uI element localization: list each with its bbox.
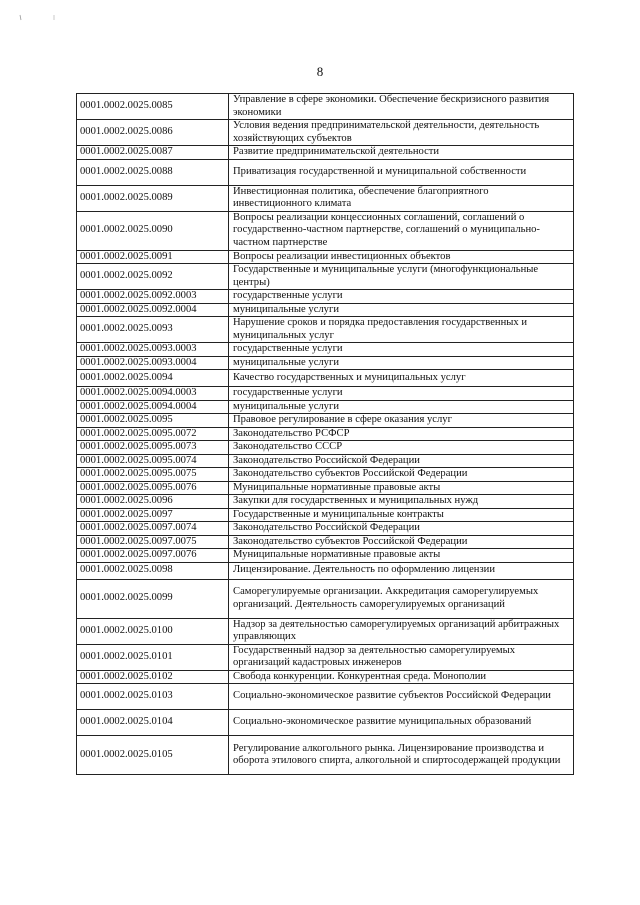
table-row bbox=[77, 290, 574, 304]
table-row bbox=[77, 670, 574, 684]
row-description: государственные услуги bbox=[229, 387, 574, 401]
row-code: 0001.0002.0025.0092 bbox=[77, 264, 229, 290]
table-row bbox=[77, 387, 574, 401]
row-code: 0001.0002.0025.0100 bbox=[77, 618, 229, 644]
row-code: 0001.0002.0025.0097.0074 bbox=[77, 522, 229, 536]
table-row bbox=[77, 146, 574, 160]
row-code: 0001.0002.0025.0101 bbox=[77, 644, 229, 670]
row-code: 0001.0002.0025.0097.0075 bbox=[77, 535, 229, 549]
row-code: 0001.0002.0025.0087 bbox=[77, 146, 229, 160]
classifier-table-body bbox=[77, 94, 574, 775]
row-description: Муниципальные нормативные правовые акты bbox=[229, 549, 574, 563]
row-description: Условия ведения предпринимательской деятельности, деятельность хозяйствующих субъектов bbox=[229, 120, 574, 146]
row-code: 0001.0002.0025.0093 bbox=[77, 317, 229, 343]
table-row bbox=[77, 159, 574, 185]
row-description: Законодательство РСФСР bbox=[229, 427, 574, 441]
row-description: муниципальные услуги bbox=[229, 303, 574, 317]
table-row bbox=[77, 684, 574, 710]
row-description: Социально-экономическое развитие субъектов Российской Федерации bbox=[229, 684, 574, 710]
row-description: Управление в сфере экономики. Обеспечение бескризисного развития экономики bbox=[229, 94, 574, 120]
row-description: Законодательство субъектов Российской Федерации bbox=[229, 535, 574, 549]
row-description: Инвестиционная политика, обеспечение благоприятного инвестиционного климата bbox=[229, 185, 574, 211]
row-description: Лицензирование. Деятельность по оформлению лицензии bbox=[229, 562, 574, 579]
row-description: Государственные и муниципальные контракты bbox=[229, 508, 574, 522]
row-description: Правовое регулирование в сфере оказания услуг bbox=[229, 414, 574, 428]
table-row bbox=[77, 710, 574, 736]
table-row bbox=[77, 562, 574, 579]
row-description: Саморегулируемые организации. Аккредитация саморегулируемых организаций. Деятельность саморегулируемых организаций bbox=[229, 579, 574, 618]
scan-mark bbox=[18, 14, 58, 22]
row-code: 0001.0002.0025.0091 bbox=[77, 250, 229, 264]
row-code: 0001.0002.0025.0093.0004 bbox=[77, 356, 229, 370]
table-row bbox=[77, 535, 574, 549]
row-code: 0001.0002.0025.0086 bbox=[77, 120, 229, 146]
row-description: муниципальные услуги bbox=[229, 400, 574, 414]
row-description: Приватизация государственной и муниципальной собственности bbox=[229, 159, 574, 185]
row-description: Законодательство СССР bbox=[229, 441, 574, 455]
row-description: Законодательство Российской Федерации bbox=[229, 522, 574, 536]
row-code: 0001.0002.0025.0095.0074 bbox=[77, 454, 229, 468]
row-code: 0001.0002.0025.0094.0003 bbox=[77, 387, 229, 401]
row-code: 0001.0002.0025.0088 bbox=[77, 159, 229, 185]
row-description: Государственный надзор за деятельностью саморегулируемых организаций кадастровых инженеров bbox=[229, 644, 574, 670]
row-code: 0001.0002.0025.0103 bbox=[77, 684, 229, 710]
row-code: 0001.0002.0025.0094 bbox=[77, 370, 229, 387]
table-row bbox=[77, 303, 574, 317]
row-description: Законодательство Российской Федерации bbox=[229, 454, 574, 468]
table-row bbox=[77, 370, 574, 387]
table-row bbox=[77, 185, 574, 211]
row-code: 0001.0002.0025.0105 bbox=[77, 736, 229, 775]
row-code: 0001.0002.0025.0092.0004 bbox=[77, 303, 229, 317]
row-code: 0001.0002.0025.0089 bbox=[77, 185, 229, 211]
row-code: 0001.0002.0025.0095.0075 bbox=[77, 468, 229, 482]
table-row bbox=[77, 400, 574, 414]
table-row bbox=[77, 343, 574, 357]
table-row bbox=[77, 250, 574, 264]
table-row bbox=[77, 618, 574, 644]
row-description: Вопросы реализации инвестиционных объектов bbox=[229, 250, 574, 264]
row-description: Надзор за деятельностью саморегулируемых организаций арбитражных управляющих bbox=[229, 618, 574, 644]
table-row bbox=[77, 549, 574, 563]
table-row bbox=[77, 522, 574, 536]
row-description: Государственные и муниципальные услуги (многофункциональные центры) bbox=[229, 264, 574, 290]
table-row bbox=[77, 264, 574, 290]
row-description: Нарушение сроков и порядка предоставления государственных и муниципальных услуг bbox=[229, 317, 574, 343]
row-description: Закупки для государственных и муниципальных нужд bbox=[229, 495, 574, 509]
table-row bbox=[77, 414, 574, 428]
table-row bbox=[77, 427, 574, 441]
row-code: 0001.0002.0025.0097 bbox=[77, 508, 229, 522]
row-description: государственные услуги bbox=[229, 290, 574, 304]
row-description: Развитие предпринимательской деятельности bbox=[229, 146, 574, 160]
row-code: 0001.0002.0025.0104 bbox=[77, 710, 229, 736]
row-code: 0001.0002.0025.0102 bbox=[77, 670, 229, 684]
table-row bbox=[77, 508, 574, 522]
row-code: 0001.0002.0025.0093.0003 bbox=[77, 343, 229, 357]
table-row bbox=[77, 356, 574, 370]
row-code: 0001.0002.0025.0095.0076 bbox=[77, 481, 229, 495]
row-code: 0001.0002.0025.0090 bbox=[77, 211, 229, 250]
table-row bbox=[77, 736, 574, 775]
row-description: Муниципальные нормативные правовые акты bbox=[229, 481, 574, 495]
row-code: 0001.0002.0025.0095 bbox=[77, 414, 229, 428]
table-row bbox=[77, 495, 574, 509]
row-code: 0001.0002.0025.0099 bbox=[77, 579, 229, 618]
row-code: 0001.0002.0025.0097.0076 bbox=[77, 549, 229, 563]
table-row bbox=[77, 579, 574, 618]
table-row bbox=[77, 454, 574, 468]
row-code: 0001.0002.0025.0096 bbox=[77, 495, 229, 509]
table-row bbox=[77, 120, 574, 146]
row-description: государственные услуги bbox=[229, 343, 574, 357]
row-code: 0001.0002.0025.0085 bbox=[77, 94, 229, 120]
row-description: Законодательство субъектов Российской Федерации bbox=[229, 468, 574, 482]
row-code: 0001.0002.0025.0098 bbox=[77, 562, 229, 579]
table-row bbox=[77, 211, 574, 250]
classifier-table bbox=[76, 93, 574, 775]
table-row bbox=[77, 94, 574, 120]
row-code: 0001.0002.0025.0094.0004 bbox=[77, 400, 229, 414]
table-row bbox=[77, 317, 574, 343]
page-number: 8 bbox=[316, 64, 324, 79]
row-code: 0001.0002.0025.0095.0072 bbox=[77, 427, 229, 441]
row-description: Свобода конкуренции. Конкурентная среда. Монополии bbox=[229, 670, 574, 684]
row-code: 0001.0002.0025.0095.0073 bbox=[77, 441, 229, 455]
row-description: Социально-экономическое развитие муниципальных образований bbox=[229, 710, 574, 736]
row-description: Регулирование алкогольного рынка. Лицензирование производства и оборота этилового спирта, алкогольной и спиртосодержащей продукции bbox=[229, 736, 574, 775]
table-row bbox=[77, 468, 574, 482]
table-row bbox=[77, 481, 574, 495]
row-description: муниципальные услуги bbox=[229, 356, 574, 370]
table-row bbox=[77, 644, 574, 670]
row-description: Качество государственных и муниципальных услуг bbox=[229, 370, 574, 387]
row-description: Вопросы реализации концессионных соглашений, соглашений о государственно-частном партнерстве, соглашений о муниципально-частном партнерстве bbox=[229, 211, 574, 250]
row-code: 0001.0002.0025.0092.0003 bbox=[77, 290, 229, 304]
table-row bbox=[77, 441, 574, 455]
